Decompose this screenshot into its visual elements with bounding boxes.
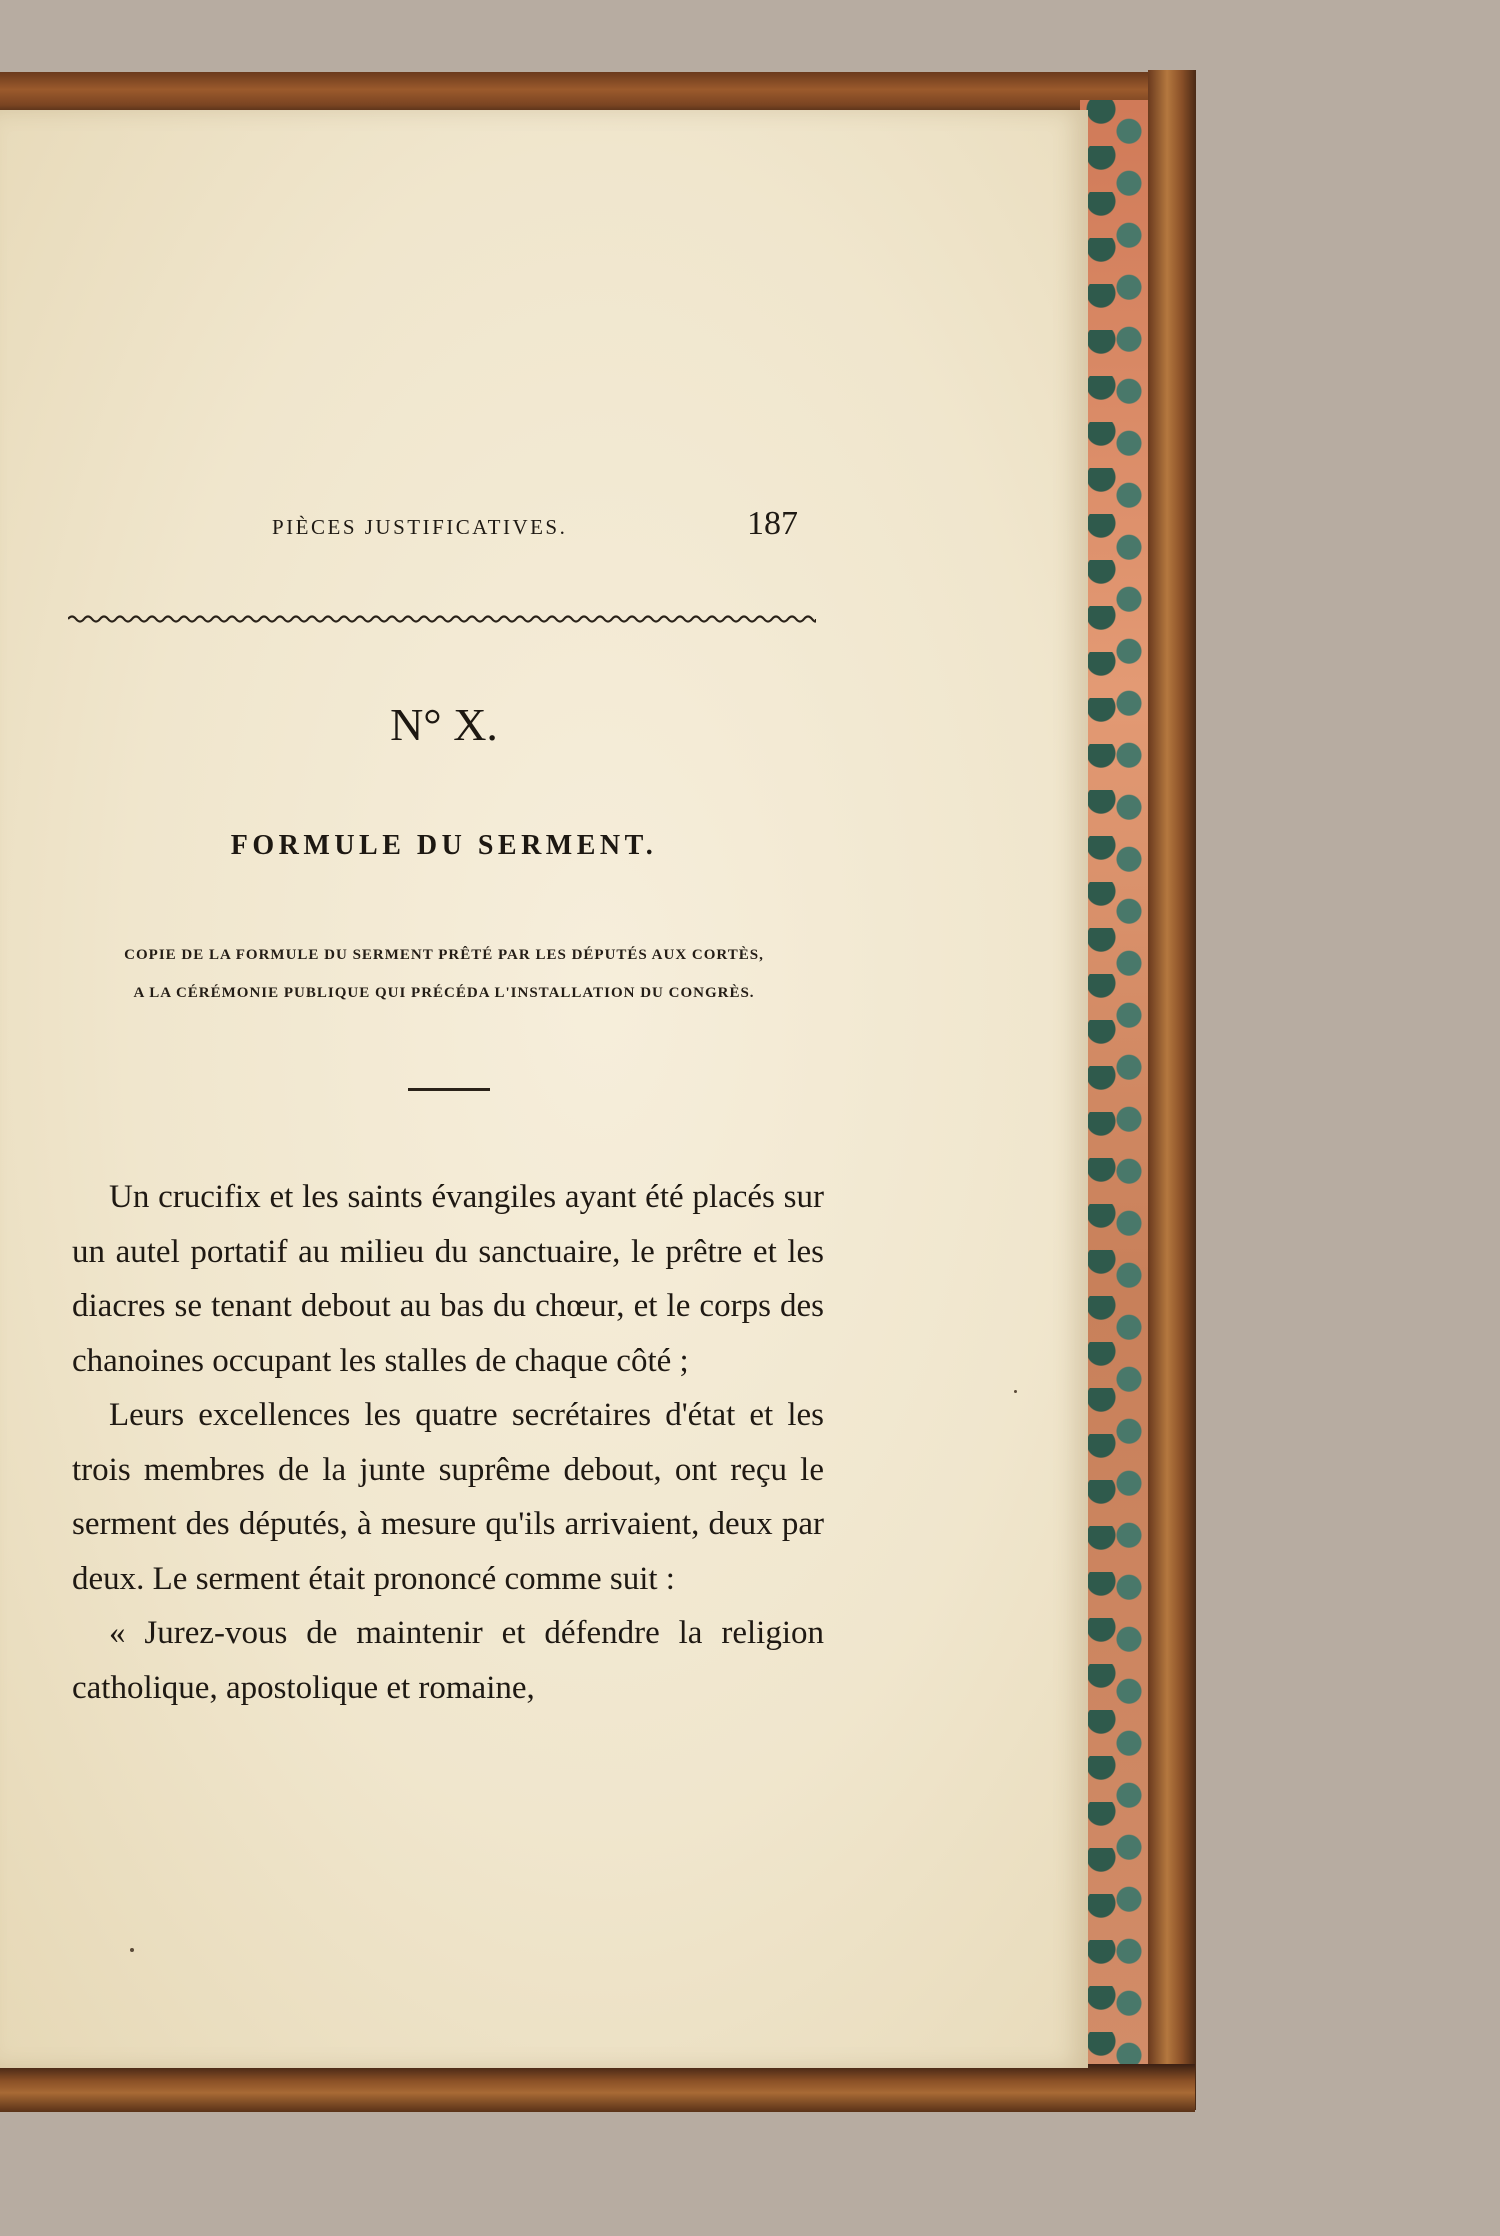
ink-speck: [130, 1948, 134, 1952]
ink-speck: [1014, 1390, 1017, 1393]
paragraph: « Jurez-vous de maintenir et défendre la religion catholique, apostolique et romaine,: [72, 1615, 824, 1706]
page-number: 187: [747, 505, 798, 542]
book-board-bottom-edge: [0, 2064, 1195, 2112]
wavy-divider: [68, 612, 816, 626]
marbled-page-edge: [1080, 100, 1150, 2070]
subtitle-line-1: COPIE DE LA FORMULE DU SERMENT PRÊTÉ PAR LES DÉPUTÉS AUX CORTÈS,: [124, 947, 764, 963]
short-divider: [408, 1088, 490, 1091]
body-text: [72, 1170, 824, 1715]
running-head: [272, 410, 812, 542]
paragraph: Leurs excellences les quatre secrétaires d'état et les trois membres de la junte suprême debout, ont reçu le serment des députés, à mesure qu'ils arrivaient, deux par deux. Le serment était prononcé comme suit :: [72, 1397, 824, 1597]
running-head-title: PIÈCES JUSTIFICATIVES.: [272, 515, 568, 539]
subtitle-line-2: A LA CÉRÉMONIE PUBLIQUE QUI PRÉCÉDA L'INSTALLATION DU CONGRÈS.: [133, 985, 755, 1001]
leather-spine: [1148, 70, 1196, 2110]
subtitle: [66, 936, 822, 1012]
section-title: FORMULE DU SERMENT.: [230, 830, 658, 861]
document-number: N° X.: [390, 699, 498, 750]
paragraph: Un crucifix et les saints évangiles ayant été placés sur un autel portatif au milieu du sanctuaire, le prêtre et les diacres se tenant debout au bas du chœur, et le corps des chanoines occupant les stalles de chaque côté ;: [72, 1179, 824, 1379]
book-page: [0, 110, 1088, 2068]
